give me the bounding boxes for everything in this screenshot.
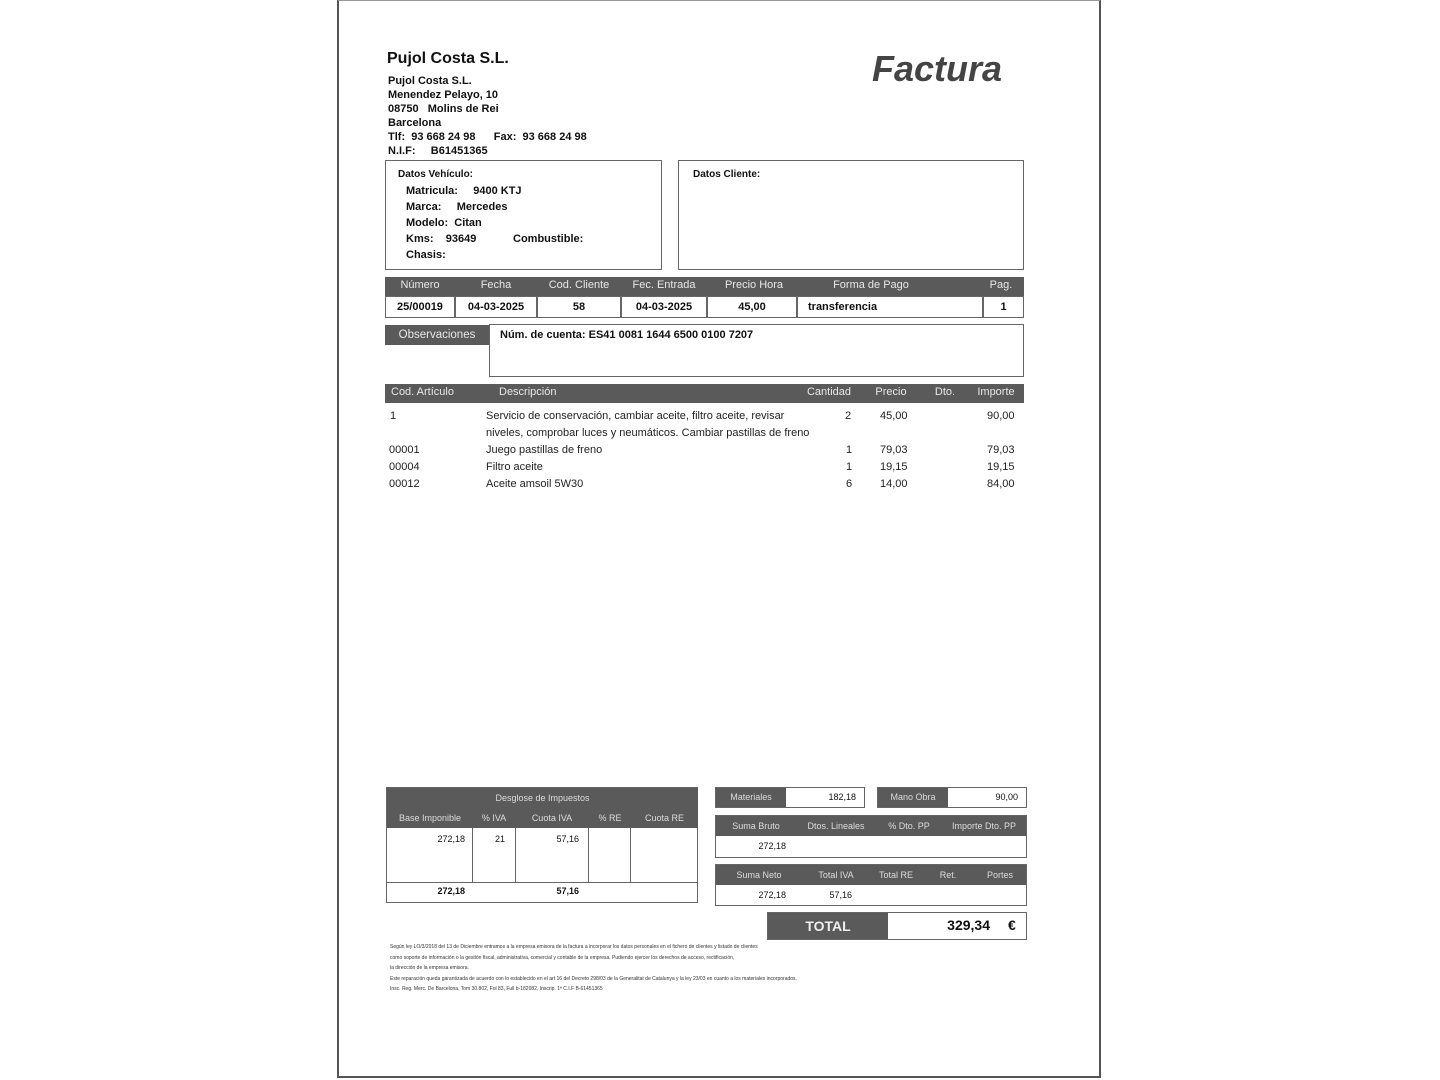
gross-header-importe-dto-pp: Importe Dto. PP <box>951 821 1017 831</box>
legal-line: la dirección de la empresa emisora. <box>390 965 469 971</box>
line-price: 45,00 <box>880 410 908 422</box>
line-price: 19,15 <box>880 461 908 473</box>
vehicle-modelo: Modelo: Citan <box>406 217 482 229</box>
info-value-numero: 25/00019 <box>385 296 455 318</box>
company-line: 08750 Molins de Rei <box>388 103 499 115</box>
mano-obra-label: Mano Obra <box>878 788 948 807</box>
line-description: Filtro aceite <box>486 461 543 473</box>
info-header-fecha: Fecha <box>480 279 512 291</box>
line-code: 00012 <box>389 478 420 490</box>
observaciones-label: Observaciones <box>385 325 489 345</box>
line-description-cont: niveles, comprobar luces y neumáticos. Cambiar pastillas de freno <box>486 427 810 439</box>
net-header-total-iva: Total IVA <box>818 870 854 880</box>
legal-line: como soporte de información o la gestión fiscal, administrativa, comercial y contable de la empresa. Pudiendo ejercer los derechos de acceso, rectificación, <box>390 954 735 961</box>
lines-table-header <box>385 384 1024 403</box>
net-total-iva-value: 57,16 <box>829 890 852 900</box>
lines-table-body <box>385 410 1024 500</box>
line-code: 00001 <box>389 444 420 456</box>
tax-header-cuota-iva: Cuota IVA <box>531 813 573 823</box>
line-description: Servicio de conservación, cambiar aceite, filtro aceite, revisar <box>486 410 785 422</box>
line-qty: 6 <box>846 478 853 490</box>
vehicle-marca: Marca: Mercedes <box>406 201 508 213</box>
lines-header-dto: Dto. <box>934 386 956 398</box>
info-header-forma-pago: Forma de Pago <box>833 279 909 291</box>
mano-obra-box <box>877 787 1027 808</box>
company-line: Menendez Pelayo, 10 <box>388 89 499 101</box>
info-header-numero: Número <box>400 279 440 291</box>
info-value-fecha: 04-03-2025 <box>455 296 537 318</box>
line-price: 14,00 <box>880 478 908 490</box>
info-table-header <box>385 277 1024 296</box>
info-value-forma-pago: transferencia <box>797 296 983 318</box>
vehicle-chasis: Chasis: <box>406 249 446 261</box>
tax-base-value: 272,18 <box>437 834 465 844</box>
tax-breakdown-box <box>386 787 698 903</box>
info-value-cod-cliente: 58 <box>537 296 621 318</box>
line-amount: 79,03 <box>987 444 1015 456</box>
info-header-fec-entrada: Fec. Entrada <box>632 279 696 291</box>
tax-header-base: Base Imponible <box>398 813 462 823</box>
vehicle-kms: Kms: 93649 <box>406 233 477 245</box>
vehicle-combustible: Combustible: <box>513 233 584 245</box>
info-value-fec-entrada: 04-03-2025 <box>621 296 707 318</box>
vehicle-title: Datos Vehículo: <box>398 169 474 180</box>
line-qty: 2 <box>845 410 852 422</box>
tax-breakdown-title: Desglose de Impuestos <box>387 788 698 808</box>
observaciones-text: Núm. de cuenta: ES41 0081 1644 6500 0100 7207 <box>500 329 754 341</box>
line-price: 79,03 <box>880 444 908 456</box>
gross-suma-bruto-value: 272,18 <box>758 841 786 851</box>
tax-col-divider <box>630 828 631 883</box>
info-table-values <box>385 296 1024 318</box>
materiales-value: 182,18 <box>828 792 856 802</box>
tax-breakdown-header <box>387 808 698 828</box>
observaciones-box <box>489 324 1024 377</box>
line-amount: 90,00 <box>987 410 1015 422</box>
legal-notice <box>390 942 990 995</box>
total-box <box>767 912 1027 940</box>
gross-header-pct-dto-pp: % Dto. PP <box>888 821 930 831</box>
vehicle-matricula: Matricula: 9400 KTJ <box>406 185 522 197</box>
vehicle-box <box>385 160 662 270</box>
company-line: Pujol Costa S.L. <box>388 75 472 87</box>
info-header-cod-cliente: Cod. Cliente <box>548 279 610 291</box>
total-currency: € <box>1008 917 1016 933</box>
info-value-precio-hora: 45,00 <box>707 296 797 318</box>
gross-summary-header <box>716 816 1026 836</box>
net-suma-neto-value: 272,18 <box>758 890 786 900</box>
total-label: TOTAL <box>768 913 888 939</box>
tax-totals-line <box>387 882 698 883</box>
lines-header-code: Cod. Artículo <box>391 386 454 398</box>
lines-header-desc: Descripción <box>499 386 557 398</box>
gross-summary-box <box>715 815 1027 858</box>
line-code: 1 <box>390 410 397 422</box>
net-summary-box <box>715 864 1027 906</box>
tax-header-pct-re: % RE <box>598 813 622 823</box>
info-value-pag: 1 <box>983 296 1024 318</box>
company-line: Tlf: 93 668 24 98 Fax: 93 668 24 98 <box>388 131 587 143</box>
tax-pct-iva-value: 21 <box>494 834 505 844</box>
line-amount: 84,00 <box>987 478 1015 490</box>
info-header-precio-hora: Precio Hora <box>724 279 784 291</box>
line-qty: 1 <box>846 444 853 456</box>
client-box <box>678 160 1024 270</box>
lines-header-price: Precio <box>875 386 907 398</box>
net-header-suma-neto: Suma Neto <box>736 870 782 880</box>
tax-cuota-iva-value: 57,16 <box>556 834 579 844</box>
line-code: 00004 <box>389 461 420 473</box>
legal-line: Insc. Reg. Merc. De Barcelona, Tom 30.802, Fol 83, Full b-182082, Inscrip. 1ª C.I.F B-61451365 <box>390 986 603 992</box>
net-header-ret: Ret. <box>939 870 957 880</box>
total-value: 329,34 <box>947 917 990 933</box>
company-line: Barcelona <box>388 117 442 129</box>
gross-header-suma-bruto: Suma Bruto <box>732 821 780 831</box>
legal-line: Según ley LO/3/2018 del 13 de Diciembre entramos a la empresa emisora de la factura a incorporar los datos personales en el fichero de clientes y listado de clientes <box>390 944 758 950</box>
tax-cuota-iva-total: 57,16 <box>556 886 579 896</box>
tax-base-total: 272,18 <box>437 886 465 896</box>
net-summary-header <box>716 865 1026 885</box>
client-title: Datos Cliente: <box>693 169 761 180</box>
company-name: Pujol Costa S.L. <box>387 50 509 67</box>
mano-obra-value: 90,00 <box>995 792 1018 802</box>
info-header-pag: Pag. <box>989 279 1013 291</box>
line-description: Aceite amsoil 5W30 <box>486 478 584 490</box>
company-line: N.I.F: B61451365 <box>388 145 488 157</box>
company-address <box>388 74 587 158</box>
document-title: Factura <box>872 48 1003 89</box>
net-header-portes: Portes <box>986 870 1013 880</box>
line-amount: 19,15 <box>987 461 1015 473</box>
line-qty: 1 <box>846 461 853 473</box>
materiales-label: Materiales <box>716 788 786 807</box>
line-description: Juego pastillas de freno <box>486 444 603 456</box>
materiales-box <box>715 787 865 808</box>
lines-header-amount: Importe <box>977 386 1015 398</box>
net-header-total-re: Total RE <box>878 870 913 880</box>
lines-header-qty: Cantidad <box>806 386 852 398</box>
tax-header-pct-iva: % IVA <box>481 813 507 823</box>
legal-line: Este reparación queda garantizada de acuerdo con lo establecido en el art 16 del Decreto 298/03 de la Generalitat de Catalunya y la ley 23/03 en cuanto a los materiales incorporados. <box>390 975 797 982</box>
gross-header-dtos-lineales: Dtos. Lineales <box>807 821 865 831</box>
tax-header-cuota-re: Cuota RE <box>644 813 685 823</box>
